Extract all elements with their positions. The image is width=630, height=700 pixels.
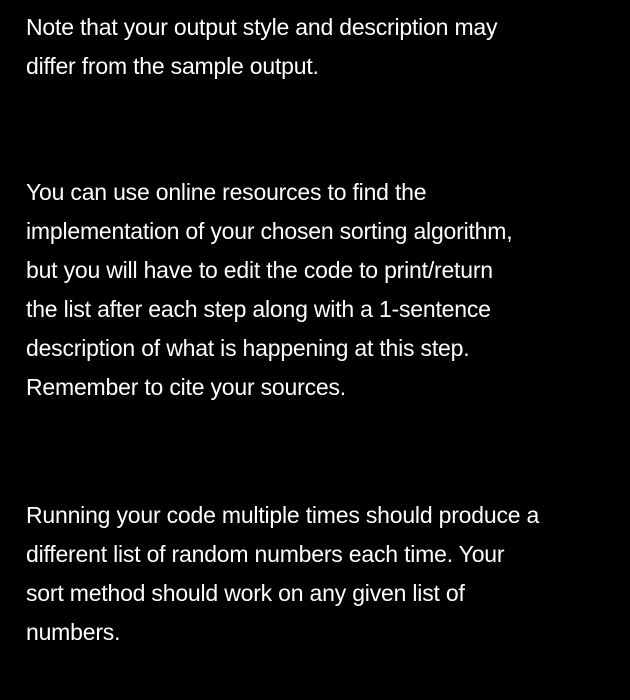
- paragraph-line: Running your code multiple times should produce a: [26, 502, 540, 528]
- document-body: [26, 8, 616, 652]
- paragraph-line: the list after each step along with a 1-sentence: [26, 296, 491, 322]
- paragraph-output-style-note: [26, 8, 616, 86]
- paragraph-line: numbers.: [26, 619, 121, 645]
- paragraph-line: Remember to cite your sources.: [26, 374, 346, 400]
- paragraph-line: differ from the sample output.: [26, 53, 319, 79]
- paragraph-line: description of what is happening at this step.: [26, 335, 470, 361]
- paragraph-line: but you will have to edit the code to print/return: [26, 257, 493, 283]
- paragraph-line: You can use online resources to find the: [26, 179, 427, 205]
- paragraph-line: implementation of your chosen sorting algorithm,: [26, 218, 513, 244]
- paragraph-line: Note that your output style and description may: [26, 14, 498, 40]
- paragraph-line: different list of random numbers each time. Your: [26, 541, 505, 567]
- paragraph-line: sort method should work on any given list of: [26, 580, 465, 606]
- paragraph-random-numbers: [26, 496, 616, 652]
- paragraph-online-resources: [26, 173, 616, 407]
